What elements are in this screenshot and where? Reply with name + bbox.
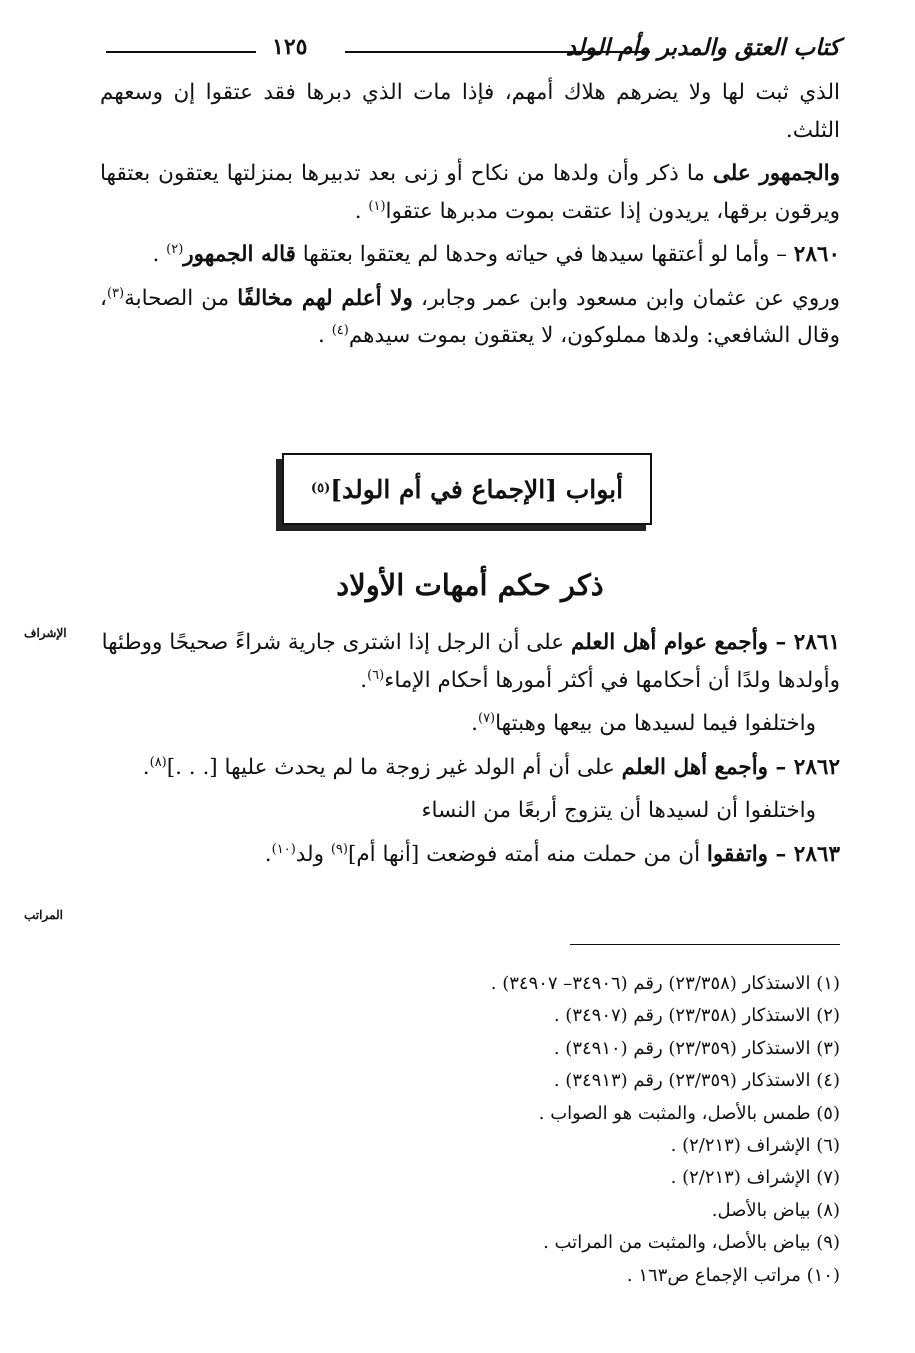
footnote-7: (٧) الإشراف (٢/٢١٣) .: [670, 1167, 840, 1189]
p2861b-end: .: [471, 711, 478, 736]
section-title: ذكر حكم أمهات الأولاد: [336, 568, 604, 602]
para4-bold: ولا أعلم لهم مخالفًا: [237, 285, 413, 311]
item-number-2861: ٢٨٦١: [793, 630, 840, 655]
p2861-lead: – وأجمع عوام أهل العلم: [570, 630, 794, 655]
para2-lead: والجمهور على: [712, 161, 840, 186]
paragraph-2861b: [100, 705, 840, 743]
para3-bold: قاله الجمهور: [183, 242, 296, 267]
para2-text: ما ذكر وأن ولدها من نكاح أو زنى بعد تدبيرها بمنزلتها يعتقون بعتقها ويرقون برقها، يريدون إذا عتقت بموت مدبرها عتقوا: [100, 161, 840, 224]
footnote-5: (٥) طمس بالأصل، والمثبت هو الصواب .: [538, 1102, 840, 1124]
footnote-4: (٤) الاستذكار (٢٣/٣٥٩) رقم (٣٤٩١٣) .: [553, 1070, 840, 1092]
para4-text1: وروي عن عثمان وابن مسعود وابن عمر وجابر،: [412, 285, 840, 311]
footnote-8: (٨) بياض بالأصل.: [711, 1199, 840, 1221]
para3-end: .: [152, 242, 167, 267]
p2863-text2: ولد: [295, 841, 331, 867]
paragraph-2862: [100, 749, 840, 787]
page-header: [100, 32, 840, 72]
p2861-text: على أن الرجل إذا اشترى جارية شراءً صحيحًا ووطئها وأولدها ولدًا أن أحكامها في أكثر أمورها أحكام الإماء: [101, 630, 840, 693]
header-rule: [345, 51, 650, 53]
para1-text: الذي ثبت لها ولا يضرهم هلاك أمهم، فإذا مات الذي دبرها فقد عتقوا إن وسعهم الثلث.: [100, 80, 840, 143]
footnote-6: (٦) الإشراف (٢/٢١٣) .: [670, 1135, 840, 1157]
footnote-ref-1[interactable]: (١): [368, 198, 386, 214]
para4-end: .: [318, 323, 332, 348]
section-body: [100, 624, 840, 879]
para4-text2: من الصحابة: [124, 285, 238, 311]
paragraph-2862b: [100, 792, 840, 830]
page-number: ١٢٥: [272, 34, 308, 60]
body-text: [100, 74, 840, 361]
footnote-3: (٣) الاستذكار (٢٣/٣٥٩) رقم (٣٤٩١٠) .: [553, 1037, 840, 1059]
item-number-2863: ٢٨٦٣: [793, 841, 840, 867]
paragraph-2863: [100, 836, 840, 874]
p2863-end: .: [264, 841, 272, 867]
paragraph-2: [100, 155, 840, 230]
footnote-ref-8[interactable]: (٨): [149, 754, 167, 770]
footnote-1: (١) الاستذكار (٢٣/٣٥٨) رقم (٣٤٩٠٦– ٣٤٩٠٧) .: [490, 973, 840, 994]
running-title: كتاب العتق والمدبر وأم الولد: [565, 34, 840, 61]
p2861b-text: واختلفوا فيما لسيدها من بيعها وهبتها: [495, 711, 816, 736]
footnote-2: (٢) الاستذكار (٢٣/٣٥٨) رقم (٣٤٩٠٧) .: [553, 1005, 840, 1027]
footnote-9: (٩) بياض بالأصل، والمثبت من المراتب .: [543, 1232, 840, 1254]
p2862-text: على أن أم الولد غير زوجة ما لم يحدث عليها [. . .]: [166, 754, 622, 780]
paragraph-2861: [100, 624, 840, 699]
footnotes-list: [100, 968, 840, 1292]
p2863-text1: أن من حملت منه أمته فوضعت [أنها أم]: [347, 841, 707, 867]
footnote-ref-7[interactable]: (٧): [477, 710, 496, 726]
item-number-2860: ٢٨٦٠: [793, 242, 840, 267]
p2862-end: .: [142, 754, 150, 780]
chapter-box: [276, 453, 652, 533]
p2863-lead: – واتفقوا: [706, 841, 794, 867]
p2862b-text: واختلفوا أن لسيدها أن يتزوج أربعًا من النساء: [421, 798, 816, 823]
paragraph-2860: [100, 236, 840, 274]
footnote-ref-4[interactable]: (٤): [331, 322, 349, 338]
footnote-ref-3[interactable]: (٣): [106, 285, 125, 301]
p2861-end: .: [360, 667, 368, 693]
footnote-10: (١٠) مراتب الإجماع ص١٦٣ .: [626, 1264, 840, 1286]
chapter-heading: أبواب [الإجماع في أم الولد] (٥): [282, 453, 652, 525]
paragraph-4: [100, 280, 840, 355]
para4-text3: ، وقال الشافعي: ولدها مملوكون، لا يعتقون بموت سيدهم: [100, 285, 840, 348]
footnote-separator: [570, 944, 840, 945]
para2-end: .: [354, 198, 369, 224]
para3-text: – وأما لو أعتقها سيدها في حياته وحدها لم يعتقوا بعتقها: [295, 242, 794, 267]
footnote-ref-2[interactable]: (٢): [166, 241, 184, 257]
header-rule-short: [106, 51, 256, 53]
margin-source-maratib: المراتب: [24, 908, 64, 922]
footnote-ref-9[interactable]: (٩): [330, 841, 348, 857]
footnote-ref-10[interactable]: (١٠): [271, 841, 296, 857]
chapter-title: أبواب [الإجماع في أم الولد]: [330, 474, 624, 504]
p2862-lead: – وأجمع أهل العلم: [621, 754, 794, 780]
footnote-ref-6[interactable]: (٦): [367, 667, 385, 683]
item-number-2862: ٢٨٦٢: [793, 754, 840, 780]
margin-source-ishraf: الإشراف: [24, 626, 67, 640]
paragraph-1: [100, 74, 840, 149]
